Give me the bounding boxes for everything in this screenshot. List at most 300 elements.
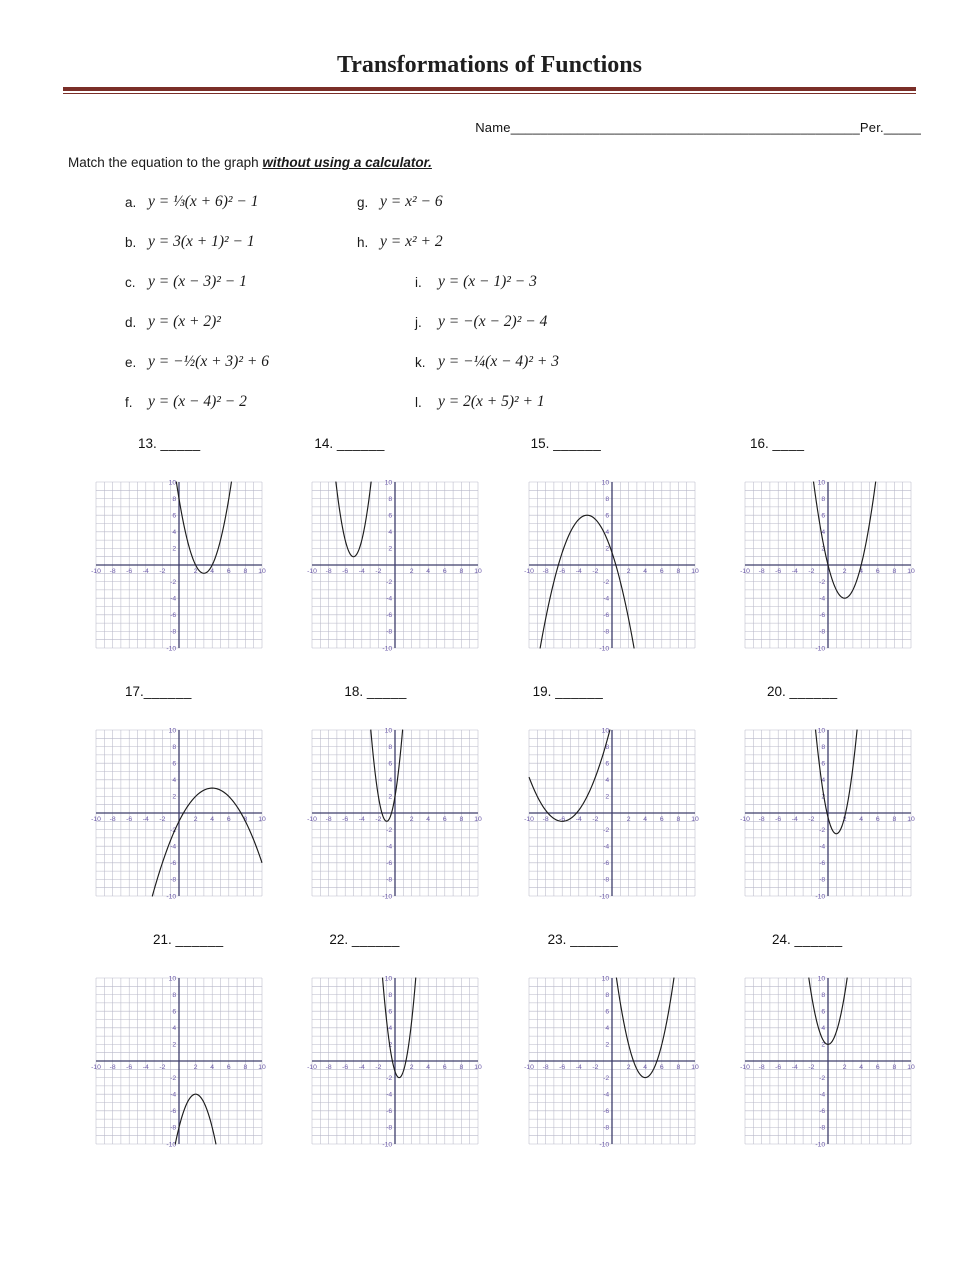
svg-text:-2: -2 (159, 1064, 166, 1072)
svg-text:6: 6 (226, 816, 231, 824)
svg-text:-2: -2 (170, 578, 177, 586)
svg-text:6: 6 (388, 512, 393, 520)
svg-text:2: 2 (605, 793, 609, 801)
svg-text:8: 8 (676, 1064, 680, 1072)
svg-text:6: 6 (821, 512, 826, 520)
svg-text:-8: -8 (758, 816, 765, 824)
svg-text:6: 6 (388, 760, 393, 768)
svg-text:-2: -2 (386, 826, 393, 834)
svg-text:-6: -6 (126, 568, 133, 576)
svg-text:-10: -10 (166, 893, 177, 901)
svg-text:6: 6 (172, 512, 177, 520)
svg-text:-10: -10 (523, 1064, 534, 1072)
equation-formula: y = 3(x + 1)² − 1 (148, 233, 255, 250)
svg-text:-2: -2 (159, 568, 166, 576)
svg-text:4: 4 (388, 529, 393, 537)
svg-text:-8: -8 (170, 1124, 177, 1132)
svg-text:-4: -4 (359, 816, 366, 824)
svg-text:-2: -2 (375, 816, 382, 824)
equation-formula: y = (x − 3)² − 1 (148, 273, 247, 290)
svg-text:4: 4 (605, 777, 609, 785)
svg-text:-2: -2 (592, 816, 599, 824)
svg-text:-6: -6 (775, 1064, 782, 1072)
svg-text:-2: -2 (592, 568, 599, 576)
graph-problem-17 (83, 722, 273, 906)
problem-23 (516, 932, 706, 1154)
svg-text:-8: -8 (325, 816, 332, 824)
svg-text:-10: -10 (740, 1064, 750, 1072)
svg-text:-2: -2 (808, 568, 815, 576)
graph-problem-15 (516, 474, 706, 658)
equation-letter: l. (415, 394, 422, 410)
problem-number: 16. (749, 436, 769, 451)
problem-number: 24. (771, 932, 791, 947)
instructions-prefix: Match the equation to the graph (68, 155, 263, 170)
svg-text:-10: -10 (307, 568, 318, 576)
title-rule (63, 87, 916, 94)
svg-text:-8: -8 (170, 876, 177, 884)
svg-text:10: 10 (690, 1064, 699, 1072)
svg-text:-8: -8 (819, 628, 826, 636)
svg-text:4: 4 (172, 777, 177, 785)
svg-text:-2: -2 (602, 826, 609, 834)
instructions (68, 155, 979, 170)
svg-text:-4: -4 (819, 595, 826, 603)
svg-text:-6: -6 (602, 860, 609, 868)
svg-text:-8: -8 (386, 876, 393, 884)
svg-text:-10: -10 (91, 1064, 101, 1072)
svg-text:10: 10 (168, 479, 177, 487)
problem-label (299, 684, 489, 706)
svg-text:8: 8 (892, 816, 897, 824)
svg-text:8: 8 (821, 991, 826, 999)
svg-text:-8: -8 (109, 816, 116, 824)
equation-j (357, 302, 777, 342)
svg-text:10: 10 (907, 1064, 915, 1072)
svg-text:4: 4 (426, 1064, 431, 1072)
svg-text:-2: -2 (170, 1074, 177, 1082)
svg-text:6: 6 (172, 760, 177, 768)
svg-text:-10: -10 (166, 1141, 177, 1149)
svg-text:-10: -10 (599, 893, 609, 901)
svg-text:6: 6 (443, 1064, 448, 1072)
svg-text:-6: -6 (342, 1064, 349, 1072)
svg-text:4: 4 (642, 816, 647, 824)
answer-blank: _____ (160, 436, 201, 451)
problem-number: 22. (329, 932, 349, 947)
svg-text:-4: -4 (142, 1064, 149, 1072)
name-per-line (0, 120, 921, 135)
problem-13 (83, 436, 273, 658)
equation-d (125, 302, 357, 342)
svg-text:6: 6 (226, 568, 231, 576)
svg-text:-2: -2 (602, 578, 609, 586)
svg-text:8: 8 (172, 495, 177, 503)
svg-text:6: 6 (821, 1008, 826, 1016)
svg-text:4: 4 (388, 1025, 393, 1033)
svg-text:-4: -4 (575, 816, 582, 824)
svg-text:-10: -10 (815, 645, 826, 653)
svg-text:-4: -4 (142, 568, 149, 576)
svg-text:6: 6 (659, 568, 664, 576)
svg-text:-6: -6 (558, 1064, 565, 1072)
equation-formula: y = −½(x + 3)² + 6 (148, 353, 269, 370)
problem-label (83, 684, 273, 706)
svg-text:-4: -4 (791, 568, 798, 576)
svg-text:6: 6 (821, 760, 826, 768)
equation-letter: a. (125, 194, 137, 210)
equation-formula: y = (x − 1)² − 3 (438, 273, 537, 290)
svg-text:10: 10 (384, 727, 393, 735)
svg-text:8: 8 (821, 495, 826, 503)
svg-text:4: 4 (605, 1025, 609, 1033)
svg-text:8: 8 (243, 1064, 248, 1072)
svg-text:6: 6 (875, 816, 880, 824)
svg-text:-10: -10 (307, 816, 318, 824)
svg-text:2: 2 (388, 545, 393, 553)
equation-formula: y = ⅓(x + 6)² − 1 (148, 193, 259, 210)
svg-text:-2: -2 (808, 816, 815, 824)
problem-label (299, 932, 489, 954)
svg-text:10: 10 (168, 727, 177, 735)
svg-text:-6: -6 (126, 1064, 133, 1072)
problem-label (516, 436, 706, 458)
svg-text:8: 8 (605, 495, 609, 503)
svg-text:-6: -6 (558, 816, 565, 824)
svg-text:4: 4 (821, 529, 826, 537)
svg-text:-10: -10 (91, 568, 101, 576)
equation-letter: b. (125, 234, 137, 250)
svg-text:-10: -10 (815, 893, 826, 901)
svg-text:10: 10 (258, 816, 266, 824)
svg-text:-8: -8 (542, 1064, 549, 1072)
svg-text:-10: -10 (740, 816, 750, 824)
svg-text:-8: -8 (325, 568, 332, 576)
svg-text:-6: -6 (819, 860, 826, 868)
answer-blank: ____ (772, 436, 805, 451)
svg-text:8: 8 (459, 816, 464, 824)
equation-formula: y = 2(x + 5)² + 1 (438, 393, 545, 410)
svg-text:-2: -2 (375, 1064, 382, 1072)
answer-blank: _____ (366, 684, 407, 699)
equation-formula: y = −¼(x − 4)² + 3 (438, 353, 559, 370)
equation-formula: y = (x + 2)² (148, 313, 221, 330)
svg-text:2: 2 (410, 816, 414, 824)
svg-text:-4: -4 (170, 843, 177, 851)
answer-blank: ______ (351, 932, 400, 947)
svg-text:6: 6 (443, 568, 448, 576)
svg-text:2: 2 (193, 816, 198, 824)
svg-text:-6: -6 (386, 1108, 393, 1116)
svg-text:4: 4 (821, 777, 826, 785)
svg-text:-4: -4 (359, 568, 366, 576)
svg-text:-4: -4 (386, 1091, 393, 1099)
svg-text:10: 10 (601, 727, 609, 735)
svg-text:-4: -4 (602, 595, 609, 603)
equation-formula: y = −(x − 2)² − 4 (438, 313, 548, 330)
answer-blank: ______ (143, 684, 192, 699)
svg-text:-4: -4 (575, 568, 582, 576)
svg-text:8: 8 (459, 568, 464, 576)
problem-22 (299, 932, 489, 1154)
svg-text:-4: -4 (386, 843, 393, 851)
svg-text:-2: -2 (819, 1074, 826, 1082)
svg-text:-6: -6 (386, 612, 393, 620)
svg-text:-6: -6 (602, 1108, 609, 1116)
graph-problem-20 (732, 722, 922, 906)
svg-text:10: 10 (817, 479, 826, 487)
graph-problem-24 (732, 970, 922, 1154)
svg-text:-10: -10 (599, 1141, 609, 1149)
problem-number: 20. (766, 684, 786, 699)
svg-text:-2: -2 (819, 578, 826, 586)
svg-text:10: 10 (258, 1064, 266, 1072)
svg-text:10: 10 (474, 568, 483, 576)
svg-text:-10: -10 (740, 568, 750, 576)
equation-column-left (125, 182, 357, 422)
svg-text:-4: -4 (819, 843, 826, 851)
svg-text:10: 10 (817, 727, 826, 735)
svg-text:-6: -6 (126, 816, 133, 824)
svg-text:-8: -8 (109, 568, 116, 576)
problem-14 (299, 436, 489, 658)
svg-text:4: 4 (859, 816, 864, 824)
svg-text:-2: -2 (386, 578, 393, 586)
svg-text:8: 8 (459, 1064, 464, 1072)
problem-label (83, 436, 273, 458)
svg-text:6: 6 (659, 816, 664, 824)
svg-text:-2: -2 (819, 826, 826, 834)
svg-text:2: 2 (605, 1041, 609, 1049)
per-label: Per. (859, 120, 884, 135)
svg-text:-4: -4 (602, 843, 609, 851)
answer-blank: ______ (794, 932, 843, 947)
svg-text:10: 10 (168, 975, 177, 983)
graph-problem-19 (516, 722, 706, 906)
svg-text:2: 2 (821, 1041, 826, 1049)
equation-letter: g. (357, 194, 369, 210)
svg-text:-8: -8 (542, 816, 549, 824)
problem-label (299, 436, 489, 458)
equation-k (357, 342, 777, 382)
svg-text:4: 4 (426, 568, 431, 576)
svg-text:-6: -6 (602, 612, 609, 620)
problem-18 (299, 684, 489, 906)
svg-text:-10: -10 (166, 645, 177, 653)
problem-number: 17. (125, 684, 144, 699)
svg-text:8: 8 (388, 495, 393, 503)
equation-f (125, 382, 357, 422)
svg-text:6: 6 (875, 568, 880, 576)
svg-text:-6: -6 (170, 612, 177, 620)
svg-text:-8: -8 (758, 568, 765, 576)
problem-label (516, 684, 706, 706)
svg-text:2: 2 (842, 1064, 847, 1072)
svg-text:-8: -8 (602, 628, 609, 636)
svg-text:-10: -10 (382, 645, 393, 653)
svg-text:10: 10 (474, 816, 483, 824)
svg-text:2: 2 (172, 793, 177, 801)
graph-problem-21 (83, 970, 273, 1154)
problem-label (732, 436, 922, 458)
svg-text:4: 4 (605, 529, 609, 537)
svg-text:2: 2 (626, 816, 631, 824)
svg-text:-2: -2 (808, 1064, 815, 1072)
svg-text:8: 8 (676, 816, 680, 824)
svg-text:2: 2 (605, 545, 609, 553)
problem-21 (83, 932, 273, 1154)
svg-text:8: 8 (605, 743, 609, 751)
problem-24 (732, 932, 922, 1154)
svg-text:-6: -6 (170, 1108, 177, 1116)
svg-text:8: 8 (605, 991, 609, 999)
svg-text:-6: -6 (170, 860, 177, 868)
equation-letter: j. (415, 314, 422, 330)
equation-letter: i. (415, 274, 422, 290)
svg-text:-4: -4 (359, 1064, 366, 1072)
svg-text:6: 6 (388, 1008, 393, 1016)
equation-letter: k. (415, 354, 426, 370)
svg-text:6: 6 (605, 1008, 609, 1016)
svg-text:2: 2 (388, 793, 393, 801)
name-blank: _______________________________________________ (510, 120, 860, 135)
svg-text:-10: -10 (523, 816, 534, 824)
svg-text:4: 4 (426, 816, 431, 824)
svg-text:8: 8 (172, 991, 177, 999)
svg-text:8: 8 (892, 1064, 897, 1072)
problem-label (516, 932, 706, 954)
svg-text:10: 10 (907, 568, 915, 576)
answer-blank: ______ (336, 436, 385, 451)
svg-text:6: 6 (659, 1064, 664, 1072)
problem-label (83, 932, 273, 954)
svg-text:-8: -8 (819, 1124, 826, 1132)
svg-text:-6: -6 (386, 860, 393, 868)
page-title: Transformations of Functions (337, 52, 642, 78)
svg-text:-2: -2 (375, 568, 382, 576)
svg-text:-6: -6 (558, 568, 565, 576)
svg-text:-6: -6 (775, 568, 782, 576)
svg-text:-8: -8 (602, 876, 609, 884)
svg-text:2: 2 (842, 816, 847, 824)
svg-text:-8: -8 (758, 1064, 765, 1072)
svg-text:-10: -10 (307, 1064, 318, 1072)
svg-text:10: 10 (384, 975, 393, 983)
svg-text:10: 10 (258, 568, 266, 576)
equation-letter: f. (125, 394, 133, 410)
answer-blank: ______ (175, 932, 224, 947)
problem-15 (516, 436, 706, 658)
equation-i (357, 262, 777, 302)
problem-17 (83, 684, 273, 906)
svg-text:-8: -8 (325, 1064, 332, 1072)
problem-number: 23. (547, 932, 567, 947)
svg-text:2: 2 (193, 1064, 198, 1072)
svg-text:-6: -6 (342, 816, 349, 824)
svg-text:2: 2 (388, 1041, 393, 1049)
svg-text:2: 2 (172, 545, 177, 553)
svg-text:-2: -2 (592, 1064, 599, 1072)
equation-b (125, 222, 357, 262)
problem-19 (516, 684, 706, 906)
problem-16 (732, 436, 922, 658)
svg-text:10: 10 (690, 816, 699, 824)
svg-text:-4: -4 (602, 1091, 609, 1099)
equation-letter: d. (125, 314, 137, 330)
svg-text:-6: -6 (819, 1108, 826, 1116)
per-blank: _____ (883, 120, 921, 135)
equation-list (125, 182, 979, 422)
problem-number: 14. (314, 436, 334, 451)
svg-text:8: 8 (388, 991, 393, 999)
svg-text:-10: -10 (91, 816, 101, 824)
equation-e (125, 342, 357, 382)
svg-text:6: 6 (875, 1064, 880, 1072)
svg-text:-4: -4 (142, 816, 149, 824)
equation-formula: y = x² + 2 (380, 233, 443, 250)
svg-text:-8: -8 (602, 1124, 609, 1132)
svg-text:2: 2 (842, 568, 847, 576)
problem-label (732, 684, 922, 706)
svg-text:-4: -4 (386, 595, 393, 603)
problem-number: 18. (344, 684, 364, 699)
svg-text:-8: -8 (386, 628, 393, 636)
equation-l (357, 382, 777, 422)
svg-text:-2: -2 (170, 826, 177, 834)
svg-text:-4: -4 (791, 816, 798, 824)
svg-text:4: 4 (821, 1025, 826, 1033)
svg-text:6: 6 (443, 816, 448, 824)
svg-text:10: 10 (601, 975, 609, 983)
svg-text:4: 4 (210, 568, 215, 576)
svg-text:2: 2 (172, 1041, 177, 1049)
svg-text:-10: -10 (815, 1141, 826, 1149)
svg-text:-10: -10 (382, 1141, 393, 1149)
svg-text:4: 4 (388, 777, 393, 785)
problem-number: 13. (138, 436, 157, 451)
equation-formula: y = (x − 4)² − 2 (148, 393, 247, 410)
svg-text:2: 2 (821, 545, 826, 553)
svg-text:-8: -8 (170, 628, 177, 636)
svg-text:8: 8 (172, 743, 177, 751)
svg-text:-4: -4 (575, 1064, 582, 1072)
graph-problem-22 (299, 970, 489, 1154)
svg-text:10: 10 (601, 479, 609, 487)
svg-text:-6: -6 (775, 816, 782, 824)
svg-text:10: 10 (817, 975, 826, 983)
svg-text:4: 4 (859, 568, 864, 576)
problem-number: 21. (153, 932, 172, 947)
equation-c (125, 262, 357, 302)
svg-text:4: 4 (172, 1025, 177, 1033)
answer-blank: ______ (553, 436, 602, 451)
svg-text:2: 2 (626, 568, 631, 576)
svg-text:8: 8 (388, 743, 393, 751)
answer-blank: ______ (570, 932, 619, 947)
svg-text:8: 8 (821, 743, 826, 751)
svg-text:6: 6 (605, 512, 609, 520)
problem-20 (732, 684, 922, 906)
svg-text:-10: -10 (382, 893, 393, 901)
svg-text:4: 4 (642, 1064, 647, 1072)
svg-text:2: 2 (193, 568, 198, 576)
problem-number: 15. (530, 436, 550, 451)
svg-text:-2: -2 (602, 1074, 609, 1082)
problems-grid (83, 436, 922, 1154)
svg-text:8: 8 (243, 568, 248, 576)
instructions-emphasis: without using a calculator. (262, 155, 432, 170)
svg-text:2: 2 (626, 1064, 631, 1072)
